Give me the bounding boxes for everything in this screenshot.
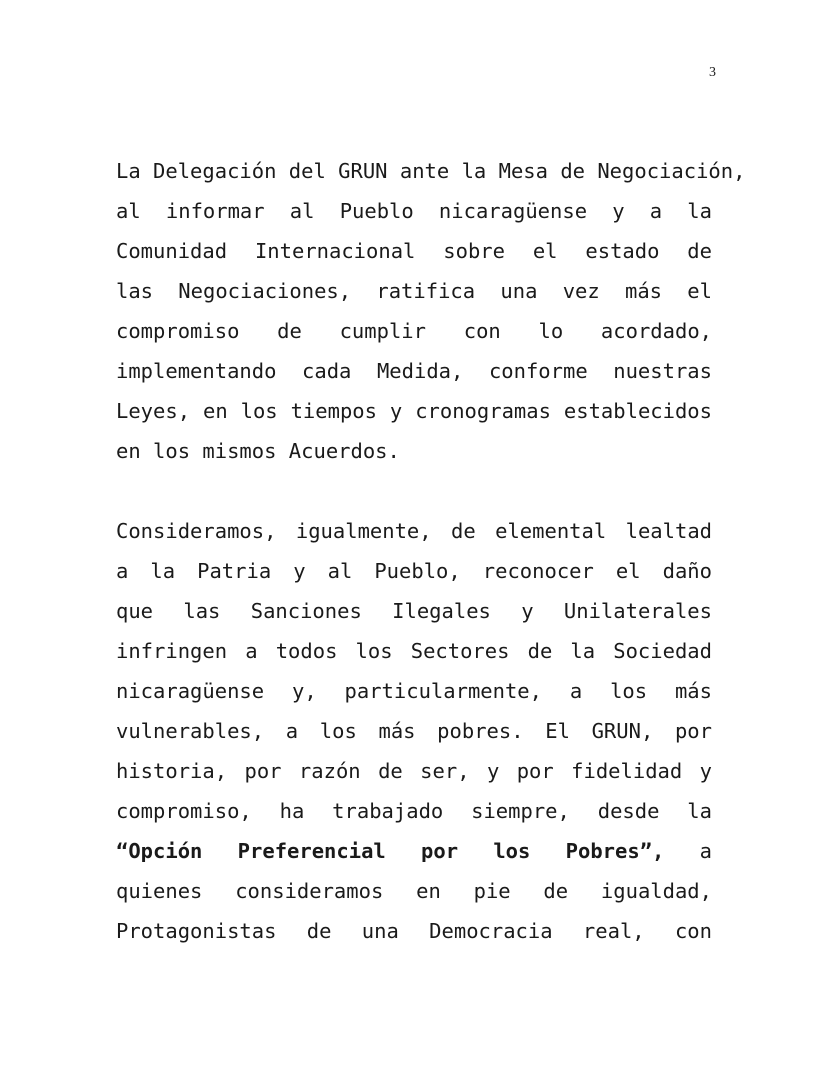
text-line: Protagonistas de una Democracia real, con bbox=[116, 919, 712, 943]
text-line: compromiso de cumplir con lo acordado, bbox=[116, 319, 712, 343]
page-number: 3 bbox=[709, 65, 716, 80]
text-line: infringen a todos los Sectores de la Sociedad bbox=[116, 639, 712, 663]
text-fragment: a bbox=[699, 839, 713, 863]
text-line: Comunidad Internacional sobre el estado de bbox=[116, 239, 712, 263]
text-line: quienes consideramos en pie de igualdad, bbox=[116, 879, 712, 903]
text-line: compromiso, ha trabajado siempre, desde la bbox=[116, 799, 712, 823]
text-line: a la Patria y al Pueblo, reconocer el daño bbox=[116, 559, 712, 583]
text-line: historia, por razón de ser, y por fidelidad y bbox=[116, 759, 712, 783]
paragraph-delegation-statement bbox=[116, 151, 746, 471]
text-line: al informar al Pueblo nicaragüense y a la bbox=[116, 199, 712, 223]
text-line: nicaragüense y, particularmente, a los más bbox=[116, 679, 712, 703]
text-line: en los mismos Acuerdos. bbox=[116, 439, 400, 463]
text-line: implementando cada Medida, conforme nuestras bbox=[116, 359, 712, 383]
text-line: La Delegación del GRUN ante la Mesa de Negociación, bbox=[116, 159, 746, 183]
text-line: Consideramos, igualmente, de elemental lealtad bbox=[116, 519, 712, 543]
text-line: Leyes, en los tiempos y cronogramas establecidos bbox=[116, 399, 712, 423]
text-line: que las Sanciones Ilegales y Unilaterales bbox=[116, 599, 712, 623]
paragraph-sanctions-statement bbox=[116, 511, 712, 951]
bold-phrase-preferential-option: “Opción Preferencial por los Pobres”, bbox=[116, 839, 665, 863]
text-line: las Negociaciones, ratifica una vez más el bbox=[116, 279, 712, 303]
text-line: vulnerables, a los más pobres. El GRUN, por bbox=[116, 719, 712, 743]
text-line-with-bold-phrase bbox=[116, 831, 712, 871]
